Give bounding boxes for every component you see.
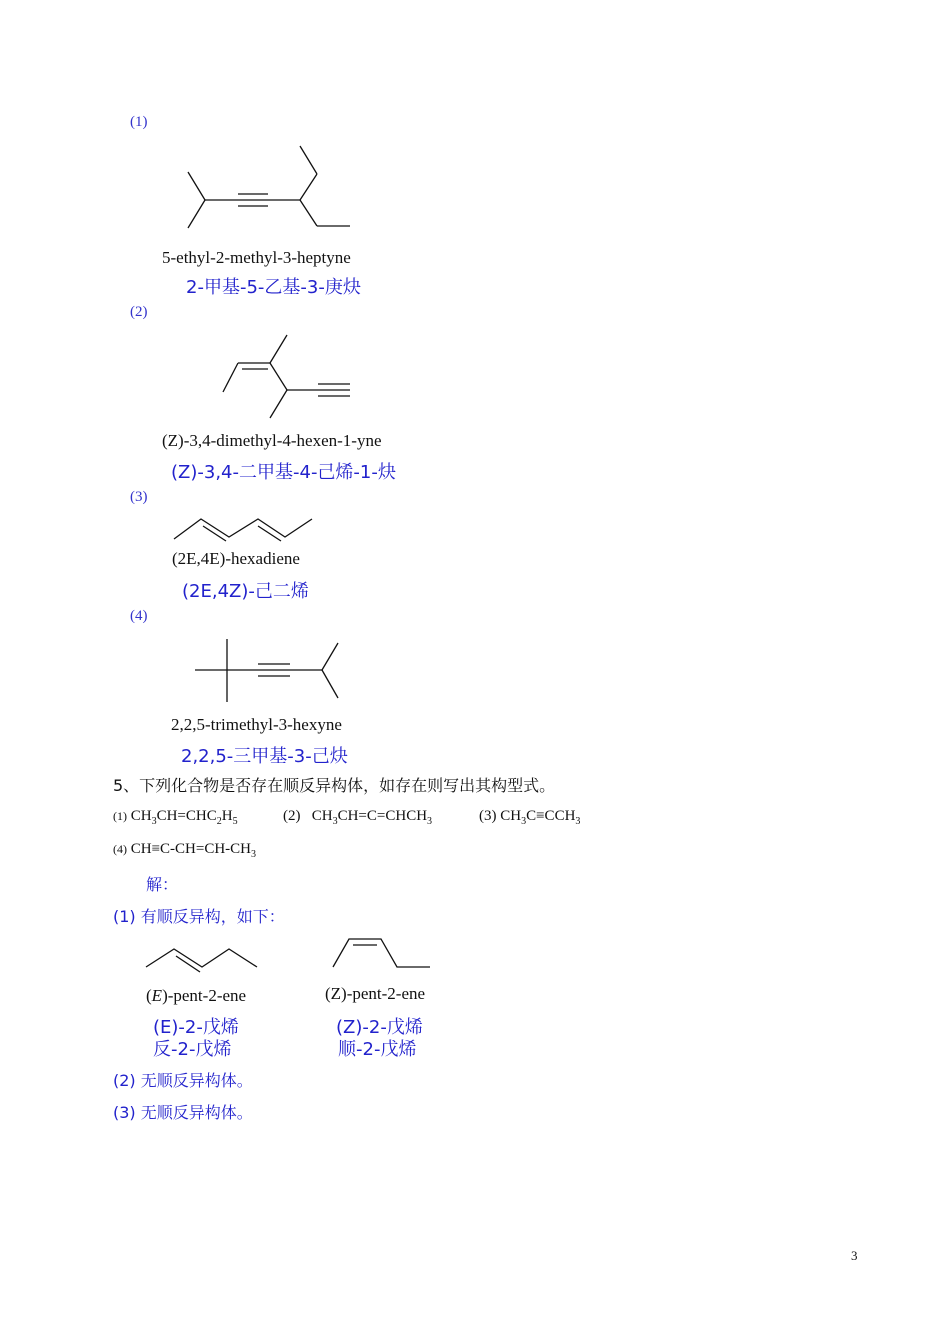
answer-3: (3) 无顺反异构体。 (113, 1103, 253, 1122)
item-2-english-name: (Z)-3,4-dimethyl-4-hexen-1-yne (162, 431, 382, 450)
compound-2-label: (2) (283, 808, 301, 824)
item-3-chinese-name: (2E,4Z)-己二烯 (182, 581, 309, 602)
problem-5-question: 5、下列化合物是否存在顺反异构体，如存在则写出其构型式。 (113, 776, 556, 795)
answer-2: (2) 无顺反异构体。 (113, 1071, 253, 1090)
isomer-e-trans-name: 反-2-戊烯 (153, 1039, 232, 1060)
isomer-z-english-name: (Z)-pent-2-ene (325, 984, 426, 1003)
item-4-english-name: 2,2,5-trimethyl-3-hexyne (171, 715, 342, 734)
compound-3: (3) $CH_3C\equiv CCH_3$ (479, 808, 581, 827)
compound-3-label: (3) (479, 808, 497, 824)
isomer-e-chinese-name: (E)-2-戊烯 (153, 1017, 239, 1038)
item-1-label: (1) (130, 114, 148, 130)
isomer-z-chinese-name: (Z)-2-戊烯 (336, 1017, 423, 1038)
item-4-label: (4) (130, 608, 148, 624)
isomer-e-english-name: (E)-pent-2-ene (146, 986, 247, 1005)
item-1-english-name: 5-ethyl-2-methyl-3-heptyne (162, 248, 351, 267)
compound-4-label: (4) (113, 842, 127, 856)
compound-4: (4) $CH\equiv C-CH=CH-CH_3$ (113, 841, 257, 860)
answer-1: (1) 有顺反异构，如下： (113, 907, 285, 926)
item-1-chinese-name: 2-甲基-5-乙基-3-庚炔 (186, 277, 361, 298)
compound-1-label: (1) (113, 809, 127, 823)
isomer-z-cis-name: 顺-2-戊烯 (338, 1039, 417, 1060)
item-4-chinese-name: 2,2,5-三甲基-3-己炔 (181, 746, 348, 767)
compound-2: (2) $CH_3CH=C=CHCH_3$ (283, 808, 433, 827)
item-2-label: (2) (130, 304, 148, 320)
item-2-chinese-name: (Z)-3,4-二甲基-4-己烯-1-炔 (171, 462, 396, 483)
page-number: 3 (851, 1248, 858, 1263)
item-3-english-name: (2E,4E)-hexadiene (172, 549, 300, 568)
item-3-label: (3) (130, 489, 148, 505)
solution-label: 解： (146, 875, 179, 894)
compound-1: (1) $CH_3CH=CHC_2H_5$ (113, 808, 238, 827)
